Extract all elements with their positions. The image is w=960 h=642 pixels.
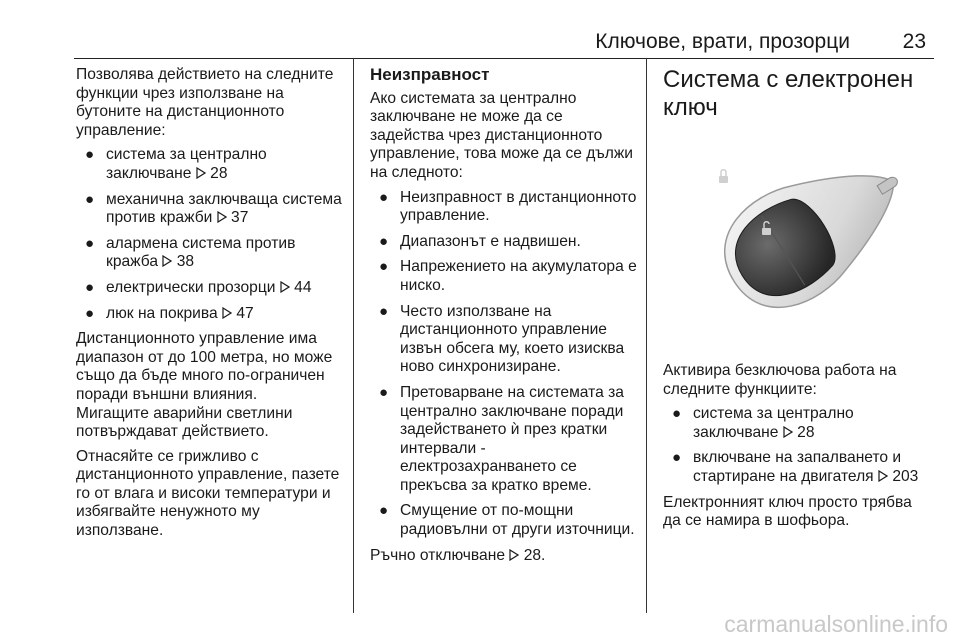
list-item-text: Неизправност в дистанционното управление. bbox=[400, 188, 637, 225]
list-item-text: люк на покрива bbox=[106, 304, 218, 322]
page-reference[interactable]: 28. bbox=[523, 546, 546, 564]
intro-paragraph: Позволява действието на следните функции чрез използване на бутоните на дистанционното управление: bbox=[76, 66, 334, 139]
bullet-icon: ● bbox=[379, 383, 389, 401]
bullet-icon: ● bbox=[672, 405, 682, 423]
key-location-paragraph: Електронният ключ просто трябва да се намира в шофьора. bbox=[663, 493, 912, 530]
list-item bbox=[76, 305, 346, 324]
column-divider bbox=[646, 58, 647, 613]
list-item-text: електрически прозорци bbox=[106, 278, 276, 296]
page-reference[interactable]: 38 bbox=[176, 253, 195, 271]
list-item bbox=[76, 146, 346, 183]
list-item-text: алармена система против кражба bbox=[106, 234, 296, 271]
bullet-icon: ● bbox=[379, 232, 389, 250]
page-reference-arrow-icon bbox=[196, 167, 206, 179]
page-reference-arrow-icon bbox=[783, 426, 793, 438]
page-header bbox=[0, 0, 960, 58]
page-reference[interactable]: 203 bbox=[892, 467, 919, 485]
manual-unlock-line bbox=[370, 547, 638, 566]
page-reference-arrow-icon bbox=[162, 255, 172, 267]
list-item bbox=[76, 235, 346, 272]
page-reference[interactable]: 47 bbox=[236, 304, 254, 322]
list-item-text: система за централно заключване bbox=[693, 405, 854, 441]
list-item bbox=[76, 191, 346, 228]
list-item bbox=[370, 502, 638, 539]
list-item bbox=[663, 405, 931, 442]
page-reference-arrow-icon bbox=[217, 211, 227, 223]
list-item-text: механична заключваща система против кражби bbox=[106, 190, 342, 227]
list-item bbox=[370, 384, 638, 496]
function-list bbox=[76, 146, 346, 323]
list-item-text: Напрежението на акумулатора е ниско. bbox=[400, 258, 637, 294]
intro-paragraph: Ако системата за централно заключване не може да се задейства чрез дистанционното управление, това може да се дължи на следното: bbox=[370, 89, 633, 181]
section-title: Система с електронен ключ bbox=[663, 66, 914, 121]
column-2 bbox=[370, 66, 638, 571]
page-reference-arrow-icon bbox=[509, 549, 519, 561]
watermark: carmanualsonline.info bbox=[724, 611, 948, 637]
list-item-text: Диапазонът е надвишен. bbox=[400, 232, 581, 250]
bullet-icon: ● bbox=[672, 449, 682, 467]
list-item bbox=[370, 258, 638, 295]
column-divider bbox=[353, 58, 354, 613]
bullet-icon: ● bbox=[379, 188, 389, 206]
bullet-icon: ● bbox=[85, 278, 95, 296]
list-item bbox=[370, 303, 638, 377]
page-reference[interactable]: 28 bbox=[797, 423, 815, 441]
page-reference[interactable]: 28 bbox=[210, 164, 228, 182]
bullet-icon: ● bbox=[379, 302, 389, 320]
electronic-key-fob-illustration bbox=[663, 138, 927, 348]
bullet-icon: ● bbox=[85, 146, 95, 164]
bullet-icon: ● bbox=[85, 190, 95, 208]
range-paragraph: Дистанционното управление има диапазон от до 100 метра, но може също да бъде много по-ограничен поради външни влияния. bbox=[76, 330, 333, 403]
section-title: Неизправност bbox=[370, 65, 490, 84]
fault-list bbox=[370, 189, 638, 540]
page-reference-arrow-icon bbox=[222, 307, 232, 319]
intro-paragraph: Активира безключова работа на следните функциите: bbox=[663, 362, 897, 398]
manual-unlock-text: Ръчно отключване bbox=[370, 546, 505, 564]
list-item bbox=[370, 189, 638, 226]
page-number: 23 bbox=[902, 30, 926, 53]
header-rule bbox=[74, 58, 934, 59]
page-reference-arrow-icon bbox=[878, 470, 888, 482]
bullet-icon: ● bbox=[379, 502, 389, 520]
bullet-icon: ● bbox=[85, 304, 95, 322]
list-item bbox=[663, 449, 931, 486]
list-item-text: система за централно заключване bbox=[106, 146, 267, 182]
column-3 bbox=[663, 66, 931, 537]
list-item-text: включване на запалването и стартиране на двигателя bbox=[693, 449, 902, 485]
page-title: Ключове, врати, прозорци bbox=[595, 30, 850, 53]
page-reference[interactable]: 44 bbox=[294, 278, 312, 296]
list-item-text: Претоварване на системата за централно заключване поради задействането ѝ през кратки интервали - електрозахранването се прекъсва за кратко време. bbox=[400, 383, 624, 494]
care-paragraph: Отнасяйте се грижливо с дистанционното управление, пазете го от влага и високи температури и избягвайте ненужното му използване. bbox=[76, 447, 340, 540]
list-item bbox=[76, 279, 346, 298]
list-item-text: Често използване на дистанционното управление извън обсега му, което изисква ново синхронизиране. bbox=[400, 302, 625, 376]
hazard-paragraph: Мигащите аварийни светлини потвърждават действието. bbox=[76, 404, 293, 441]
page-reference-arrow-icon bbox=[280, 281, 290, 293]
bullet-icon: ● bbox=[85, 234, 95, 252]
bullet-icon: ● bbox=[379, 258, 389, 276]
page-reference[interactable]: 37 bbox=[231, 209, 249, 227]
column-1 bbox=[76, 66, 346, 547]
keyless-function-list bbox=[663, 405, 931, 486]
list-item-text: Смущение от по-мощни радиовълни от други източници. bbox=[400, 502, 635, 539]
list-item bbox=[370, 233, 638, 252]
